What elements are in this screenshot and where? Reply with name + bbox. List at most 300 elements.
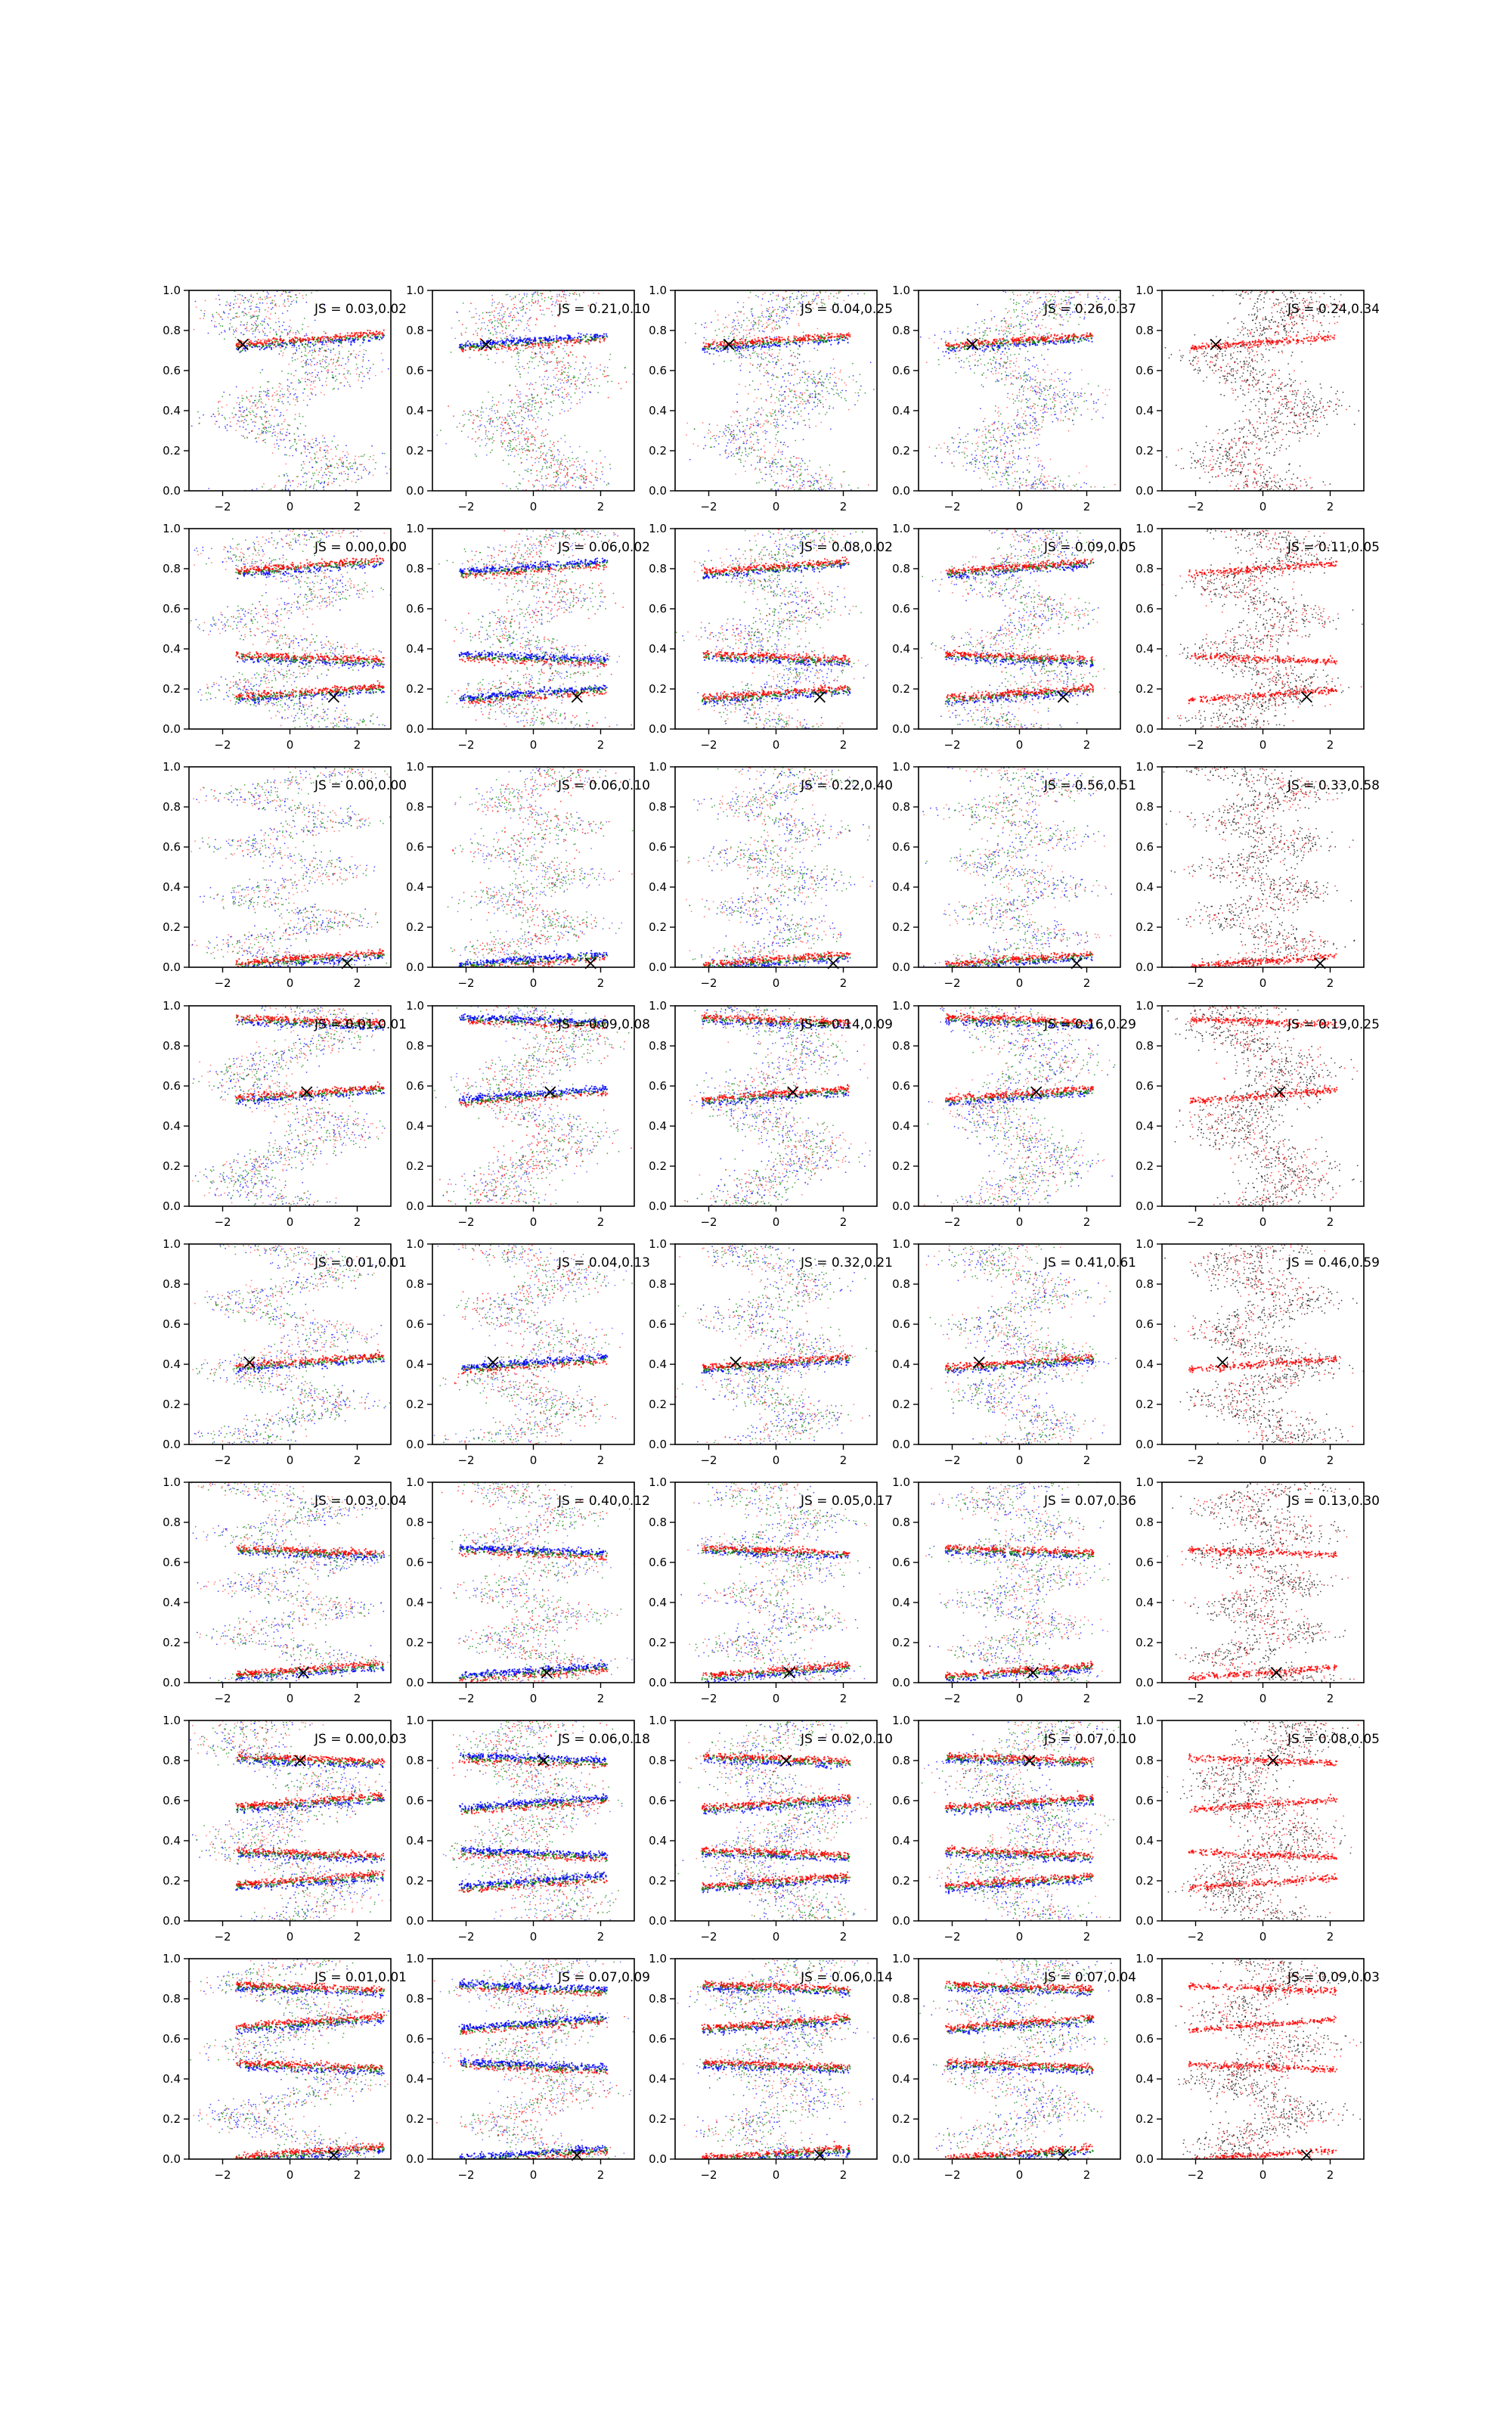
point-red [267,388,268,389]
point-green [545,392,547,393]
point-green [790,391,792,392]
point-red [816,293,818,294]
point-green [804,382,806,383]
point-green [278,476,280,477]
point-blue [520,300,522,302]
point-green [479,437,480,439]
point-green [569,293,571,294]
point-blue [255,337,256,338]
point-red [544,297,546,299]
point-blue [255,323,256,324]
point-green [773,389,775,390]
point-green [776,324,777,326]
point-blue [246,409,247,411]
point-green [539,361,541,362]
point-red [801,344,803,346]
point-green [260,386,262,388]
point-blue [486,455,488,456]
point-red [584,357,586,358]
point-green [765,357,767,358]
point-green [807,380,809,382]
point-green [586,451,587,453]
point-green [560,463,562,464]
point-blue [512,337,513,339]
point-red [265,299,266,300]
point-red [541,402,542,403]
point-green [268,345,270,346]
point-blue [465,413,466,414]
point-red [559,413,561,414]
point-red [346,451,348,453]
point-blue [782,451,783,452]
point-green [547,467,548,469]
point-blue [559,388,561,389]
point-red [355,354,357,355]
point-blue [563,294,565,296]
point-green [841,379,843,380]
point-red [342,374,344,375]
point-blue [739,430,740,431]
point-red [513,350,515,352]
point-green [820,379,821,380]
point-red [542,346,544,348]
point-green [333,388,335,389]
point-blue [810,481,811,482]
point-blue [751,313,753,315]
point-blue [844,340,845,341]
point-green [738,449,739,451]
point-red [532,484,534,486]
point-green [312,343,314,345]
point-blue [704,352,705,353]
point-green [733,456,735,458]
point-red [299,293,300,294]
point-blue [479,318,480,320]
point-green [736,453,737,455]
point-red [500,442,502,443]
point-green [609,464,611,465]
point-blue [860,386,862,387]
point-green [321,366,322,368]
point-blue [745,455,747,456]
point-blue [289,326,290,327]
point-green [301,352,302,353]
point-red [584,470,586,471]
point-red [269,343,271,344]
point-green [284,394,285,396]
point-red [266,302,268,304]
point-red [527,363,528,365]
point-red [782,316,783,318]
point-red [204,310,206,312]
point-red [825,291,826,293]
point-red [327,336,328,337]
y-tick-label: 1.0 [163,284,181,297]
point-green [535,382,537,383]
point-red [789,486,790,488]
point-blue [545,463,547,464]
point-green [813,293,814,295]
subplot-r1-c2 [406,284,656,513]
point-red [480,329,482,330]
point-blue [321,467,322,469]
point-blue [781,413,782,414]
point-red [339,458,341,459]
point-blue [240,332,242,334]
point-blue [585,479,587,480]
point-red [722,436,723,437]
point-green [479,445,481,447]
point-blue [499,332,500,334]
point-blue [358,479,360,480]
point-green [528,405,530,407]
point-red [820,486,822,488]
point-red [462,324,463,325]
point-blue [804,408,806,409]
point-blue [218,299,220,300]
point-blue [494,413,496,414]
point-green [544,361,546,363]
point-green [480,411,482,413]
point-blue [606,334,607,335]
point-green [575,377,576,378]
point-blue [770,467,771,468]
point-red [333,336,334,337]
point-red [544,436,545,437]
point-red [305,445,306,447]
point-red [725,452,727,454]
point-blue [234,331,235,333]
point-red [276,306,277,307]
point-red [238,306,240,307]
point-green [264,411,265,413]
point-blue [743,320,745,321]
y-tick-label: 0.8 [163,324,181,337]
point-green [739,332,740,334]
point-blue [799,362,801,364]
point-red [782,485,784,486]
point-green [520,458,522,459]
point-red [329,337,330,339]
point-red [274,443,275,445]
point-blue [776,426,777,427]
point-red [236,331,237,333]
point-green [519,320,521,321]
point-blue [768,373,770,374]
point-blue [772,307,773,309]
point-blue [276,439,277,441]
point-blue [782,300,784,302]
point-blue [503,420,505,421]
point-green [462,414,463,416]
point-red [807,473,809,475]
point-blue [279,353,280,355]
point-red [214,324,215,326]
point-blue [739,431,741,433]
point-red [328,482,330,483]
point-red [283,339,284,340]
point-blue [830,486,832,487]
point-green [769,361,770,363]
point-blue [773,361,774,363]
point-blue [773,375,774,377]
point-red [766,322,767,324]
point-green [463,302,464,304]
point-red [576,403,578,405]
point-red [567,472,569,473]
point-green [551,298,553,299]
point-red [237,420,238,421]
point-blue [761,346,763,348]
point-red [286,482,287,483]
point-blue [543,337,544,339]
point-red [816,328,818,330]
point-green [490,451,491,453]
point-blue [780,408,782,410]
point-red [789,389,791,390]
point-blue [703,448,705,449]
point-green [830,293,832,295]
point-green [262,486,263,488]
point-blue [519,398,521,399]
point-red [312,389,314,390]
point-blue [467,436,469,438]
point-red [774,321,776,323]
point-green [276,340,277,342]
point-blue [522,420,523,422]
point-red [265,340,266,341]
point-red [765,473,767,475]
point-green [363,359,364,361]
point-green [716,335,717,337]
point-green [257,318,259,320]
point-red [547,473,549,475]
point-red [283,439,284,441]
point-green [526,455,528,456]
point-red [777,356,779,358]
point-green [481,417,482,419]
point-blue [351,342,352,343]
point-green [505,327,507,329]
point-green [469,419,470,420]
point-blue [728,456,730,458]
point-green [413,469,414,470]
point-green [355,461,356,463]
point-green [480,354,482,355]
point-red [280,398,281,399]
point-red [477,335,479,337]
point-red [216,420,218,422]
point-blue [507,415,509,417]
point-green [216,312,218,313]
point-red [626,381,627,383]
point-blue [702,348,704,349]
point-blue [222,414,223,416]
point-red [836,383,838,384]
point-blue [333,481,335,482]
point-red [249,341,250,343]
point-blue [281,401,283,402]
point-red [804,487,805,489]
point-green [760,364,761,365]
point-red [560,361,562,362]
point-blue [602,335,603,337]
point-green [311,292,312,293]
point-red [361,476,362,477]
point-red [791,369,792,371]
point-green [334,467,336,468]
point-green [239,402,240,404]
point-green [318,377,320,379]
point-green [820,394,821,396]
point-blue [546,370,547,371]
point-blue [489,421,491,423]
point-red [265,316,267,318]
point-blue [484,425,485,427]
point-blue [243,299,244,301]
point-blue [478,426,479,427]
point-blue [735,312,736,314]
point-blue [548,389,550,390]
point-green [798,349,799,350]
point-blue [236,348,237,349]
point-blue [310,359,311,361]
point-blue [327,445,328,446]
point-green [305,343,306,345]
point-red [730,416,732,417]
point-green [804,420,805,421]
point-blue [311,372,313,374]
point-green [330,464,332,466]
point-red [828,296,829,297]
point-red [344,337,345,338]
point-green [786,304,788,306]
point-blue [282,325,284,327]
point-green [494,346,495,348]
point-green [491,438,493,439]
point-green [552,415,553,417]
point-red [590,384,592,386]
point-green [531,356,532,358]
point-green [830,368,832,369]
point-green [488,337,490,339]
point-blue [736,393,738,395]
point-green [825,414,826,415]
point-blue [469,410,471,411]
point-green [772,312,773,313]
point-blue [303,482,305,483]
point-blue [546,402,547,404]
point-green [283,403,284,405]
point-green [314,457,316,458]
point-green [760,458,761,460]
point-green [788,373,789,374]
point-red [176,317,178,318]
point-red [770,413,772,414]
point-green [705,339,707,340]
point-blue [349,337,351,339]
point-green [832,477,833,479]
point-blue [348,359,349,361]
point-green [789,299,791,300]
point-red [305,361,307,363]
point-blue [745,357,747,358]
point-blue [263,331,265,333]
point-blue [566,382,568,383]
point-green [741,324,742,326]
point-red [723,324,724,325]
point-green [313,358,314,359]
point-blue [776,421,778,423]
point-blue [307,374,308,375]
point-red [600,462,602,464]
point-red [305,451,306,453]
point-blue [801,486,803,487]
point-blue [768,346,770,348]
point-blue [816,405,818,407]
point-red [300,341,302,343]
point-green [774,425,776,427]
point-green [285,487,287,489]
point-blue [516,320,517,321]
point-green [505,418,507,420]
point-green [756,482,758,484]
point-red [274,300,275,302]
point-green [821,375,823,377]
point-red [746,334,748,336]
point-green [733,319,734,321]
point-red [290,320,291,321]
point-green [829,482,831,483]
point-red [339,337,340,338]
point-red [250,294,252,296]
point-blue [775,482,776,484]
point-red [762,457,764,458]
point-blue [542,309,544,311]
point-red [745,436,746,438]
point-red [592,461,593,462]
point-green [807,378,808,380]
point-green [503,313,505,315]
point-green [550,450,552,451]
point-red [797,310,798,312]
point-red [826,399,827,401]
point-red [779,390,780,392]
point-red [553,442,555,443]
point-blue [347,372,349,374]
point-green [795,407,796,408]
point-red [550,462,552,464]
point-green [519,366,520,368]
point-blue [491,426,492,427]
point-green [513,412,515,414]
point-blue [578,333,579,334]
point-green [624,367,626,368]
point-red [789,362,791,364]
point-blue [242,295,243,296]
point-blue [565,441,566,442]
point-blue [774,357,776,358]
point-blue [500,433,502,434]
point-green [845,400,847,402]
point-blue [807,343,809,344]
point-blue [529,330,531,332]
point-green [346,479,348,480]
point-green [534,343,536,344]
point-blue [739,446,741,448]
point-blue [769,336,770,337]
point-red [567,392,569,394]
